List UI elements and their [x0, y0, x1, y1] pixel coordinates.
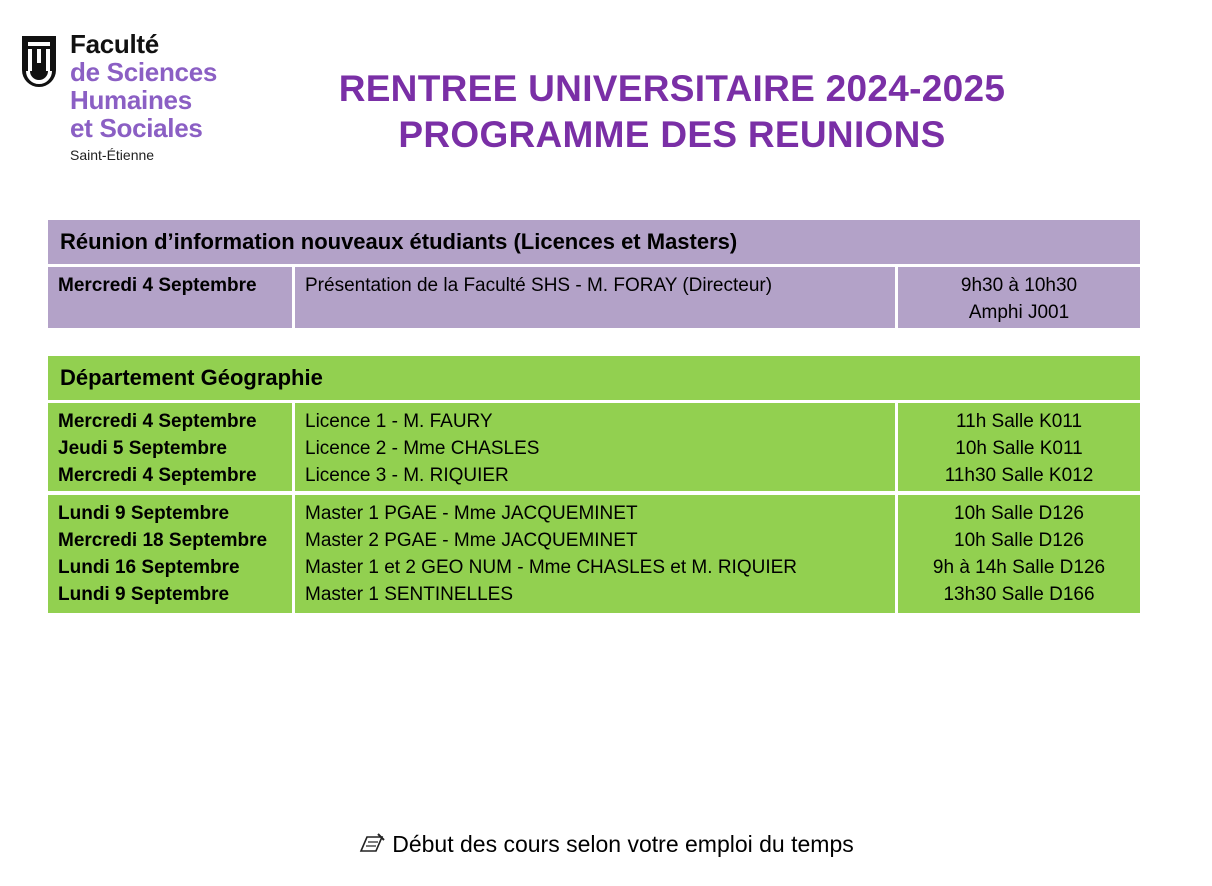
section-heading-geography: Département Géographie — [48, 356, 1140, 400]
table-row — [48, 267, 1140, 328]
event-text: Master 1 PGAE - Mme JACQUEMINET — [305, 503, 638, 524]
table-row-masters — [48, 495, 1140, 613]
time-text: 11h30 Salle K012 — [944, 465, 1094, 486]
ujm-logo-icon — [20, 34, 58, 92]
time-text: 9h30 à 10h30 — [960, 275, 1078, 296]
room-text: Amphi J001 — [968, 302, 1070, 323]
time-text: 13h30 Salle D166 — [943, 584, 1095, 605]
page-title — [262, 66, 1082, 158]
date-text: Mercredi 4 Septembre — [58, 465, 257, 486]
date-cell — [48, 403, 292, 491]
date-text: Lundi 9 Septembre — [58, 503, 230, 524]
logo-line-faculte: Faculté — [70, 29, 159, 59]
event-text: Présentation de la Faculté SHS - M. FORAY (Directeur) — [305, 275, 773, 296]
time-text: 10h Salle K011 — [955, 438, 1083, 459]
time-text: 11h Salle K011 — [955, 411, 1083, 432]
time-cell — [898, 267, 1140, 328]
date-text: Jeudi 5 Septembre — [58, 438, 227, 459]
title-line-1: RENTREE UNIVERSITAIRE 2024-2025 — [338, 68, 1006, 109]
date-cell — [48, 267, 292, 328]
logo-line-humaines: Humaines — [70, 85, 192, 115]
time-text: 9h à 14h Salle D126 — [932, 557, 1106, 578]
date-text: Mercredi 4 Septembre — [58, 275, 257, 296]
event-text: Licence 3 - M. RIQUIER — [305, 465, 509, 486]
date-text: Lundi 9 Septembre — [58, 584, 230, 605]
event-text: Master 2 PGAE - Mme JACQUEMINET — [305, 530, 638, 551]
footer-note — [0, 826, 1212, 862]
table-row-licences — [48, 403, 1140, 491]
time-cell — [898, 403, 1140, 491]
date-text: Lundi 16 Septembre — [58, 557, 240, 578]
event-text: Master 1 et 2 GEO NUM - Mme CHASLES et M. RIQUIER — [305, 557, 797, 578]
date-text: Mercredi 4 Septembre — [58, 411, 257, 432]
time-cell — [898, 495, 1140, 613]
date-text: Mercredi 18 Septembre — [58, 530, 268, 551]
event-text: Licence 2 - Mme CHASLES — [305, 438, 540, 459]
date-cell — [48, 495, 292, 613]
logo-line-sciences: de Sciences — [70, 57, 218, 87]
section-heading-info-meeting: Réunion d’information nouveaux étudiants (Licences et Masters) — [48, 220, 1140, 264]
event-cell — [295, 403, 895, 491]
event-cell — [295, 267, 895, 328]
time-text: 10h Salle D126 — [954, 503, 1084, 524]
logo-city: Saint-Étienne — [70, 147, 155, 163]
logo-wordmark — [70, 30, 217, 166]
event-cell — [295, 495, 895, 613]
faculty-logo — [20, 30, 260, 170]
note-pencil-icon — [358, 832, 386, 854]
event-text: Master 1 SENTINELLES — [305, 584, 514, 605]
footer-text: Début des cours selon votre emploi du temps — [392, 831, 854, 857]
title-line-2: PROGRAMME DES REUNIONS — [398, 114, 946, 155]
time-text: 10h Salle D126 — [954, 530, 1084, 551]
logo-line-sociales: et Sociales — [70, 113, 203, 143]
event-text: Licence 1 - M. FAURY — [305, 411, 493, 432]
